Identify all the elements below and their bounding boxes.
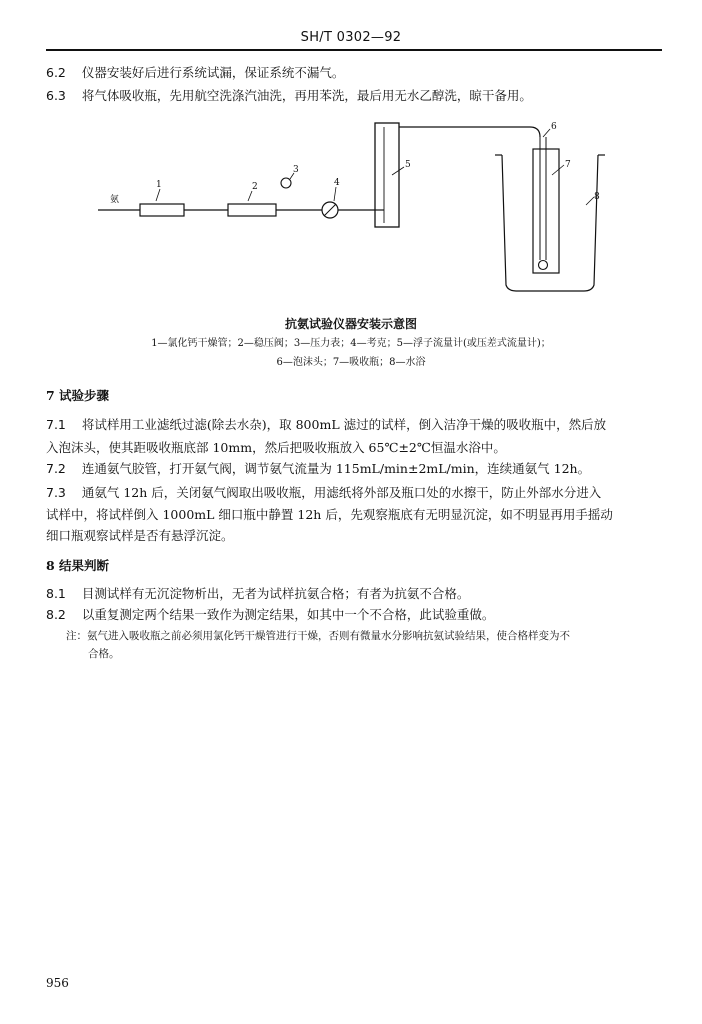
figure-legend-line-2: 6—泡沫头；7—吸收瓶；8—水浴 [276, 357, 426, 368]
item-8-2-text: 以重复测定两个结果一致作为测定结果，如其中一个不合格，此试验重做。 [81, 607, 495, 622]
item-7-3-text: 通氨气 12h 后，关闭氨气阀取出吸收瓶，用滤纸将外部及瓶口处的水擦干，防止外部水分进入 [81, 485, 602, 500]
foam-head [539, 261, 548, 270]
pressure-gauge [281, 178, 291, 188]
note-line-1: 注：氨气进入吸收瓶之前必须用氯化钙干燥管进行干燥，否则有微量水分影响抗氨试验结果，使合格样变为不 [66, 630, 570, 642]
item-8-1 [46, 585, 469, 603]
figure-title: 抗氨试验仪器安装示意图 [284, 317, 417, 331]
item-6-2-text: 仪器安装好后进行系统试漏，保证系统不漏气。 [81, 65, 345, 80]
item-6-2 [46, 64, 344, 82]
item-6-3-number: 6.3 [46, 88, 66, 103]
water-bath [502, 155, 598, 291]
label-8: 8 [594, 192, 600, 202]
item-7-1-number: 7.1 [46, 417, 66, 432]
item-6-3 [46, 87, 532, 105]
item-7-1-text: 将试样用工业滤纸过滤(除去水杂)，取 800mL 滤过的试样，倒入洁净干燥的吸收瓶中，然后放 [81, 417, 607, 432]
calcium-chloride-drying-tube [140, 204, 184, 216]
header-rule [46, 49, 662, 51]
section-8-heading: 8 结果判断 [46, 558, 110, 573]
item-7-2-number: 7.2 [46, 461, 66, 476]
gas-label: 氨 [110, 195, 120, 205]
section-7-heading: 7 试验步骤 [46, 388, 110, 403]
item-8-1-number: 8.1 [46, 586, 66, 601]
page-header: SH/T 0302—92 [300, 30, 402, 45]
label-1: 1 [156, 180, 162, 190]
item-7-3-number: 7.3 [46, 485, 66, 500]
page-number: 956 [46, 976, 69, 990]
label-6: 6 [551, 122, 557, 132]
pressure-regulating-valve [228, 204, 276, 216]
apparatus-diagram [90, 115, 630, 305]
item-7-3-line-2: 试样中，将试样倒入 1000mL 细口瓶中静置 12h 后，先观察瓶底有无明显沉淀，如不明显再用手摇动 [46, 507, 613, 522]
item-7-2 [46, 460, 590, 478]
label-2: 2 [252, 182, 258, 192]
label-7: 7 [565, 160, 571, 170]
item-7-3-line-3: 细口瓶观察试样是否有悬浮沉淀。 [46, 528, 234, 543]
item-6-2-number: 6.2 [46, 65, 66, 80]
item-7-1-line-1 [46, 416, 606, 434]
item-8-1-text: 目测试样有无沉淀物析出，无者为试样抗氨合格；有者为抗氨不合格。 [81, 586, 470, 601]
item-8-2-number: 8.2 [46, 607, 66, 622]
item-7-3-line-1 [46, 484, 601, 502]
label-3: 3 [293, 165, 299, 175]
label-4: 4 [334, 178, 340, 188]
figure-legend-line-1: 1—氯化钙干燥管；2—稳压阀；3—压力表；4—考克；5—浮子流量计(或压差式流量计)； [151, 338, 551, 349]
note-line-2: 合格。 [88, 648, 120, 660]
item-6-3-text: 将气体吸收瓶，先用航空洗涤汽油洗，再用苯洗，最后用无水乙醇洗，晾干备用。 [81, 88, 532, 103]
item-8-2 [46, 606, 494, 624]
label-5: 5 [405, 160, 411, 170]
float-flowmeter [375, 123, 399, 227]
item-7-1-line-2: 入泡沫头，使其距吸收瓶底部 10mm，然后把吸收瓶放入 65℃±2℃恒温水浴中。 [46, 440, 506, 455]
item-7-2-text: 连通氨气胶管，打开氨气阀，调节氨气流量为 115mL/min±2mL/min，连续通氨气 12h。 [81, 461, 591, 476]
